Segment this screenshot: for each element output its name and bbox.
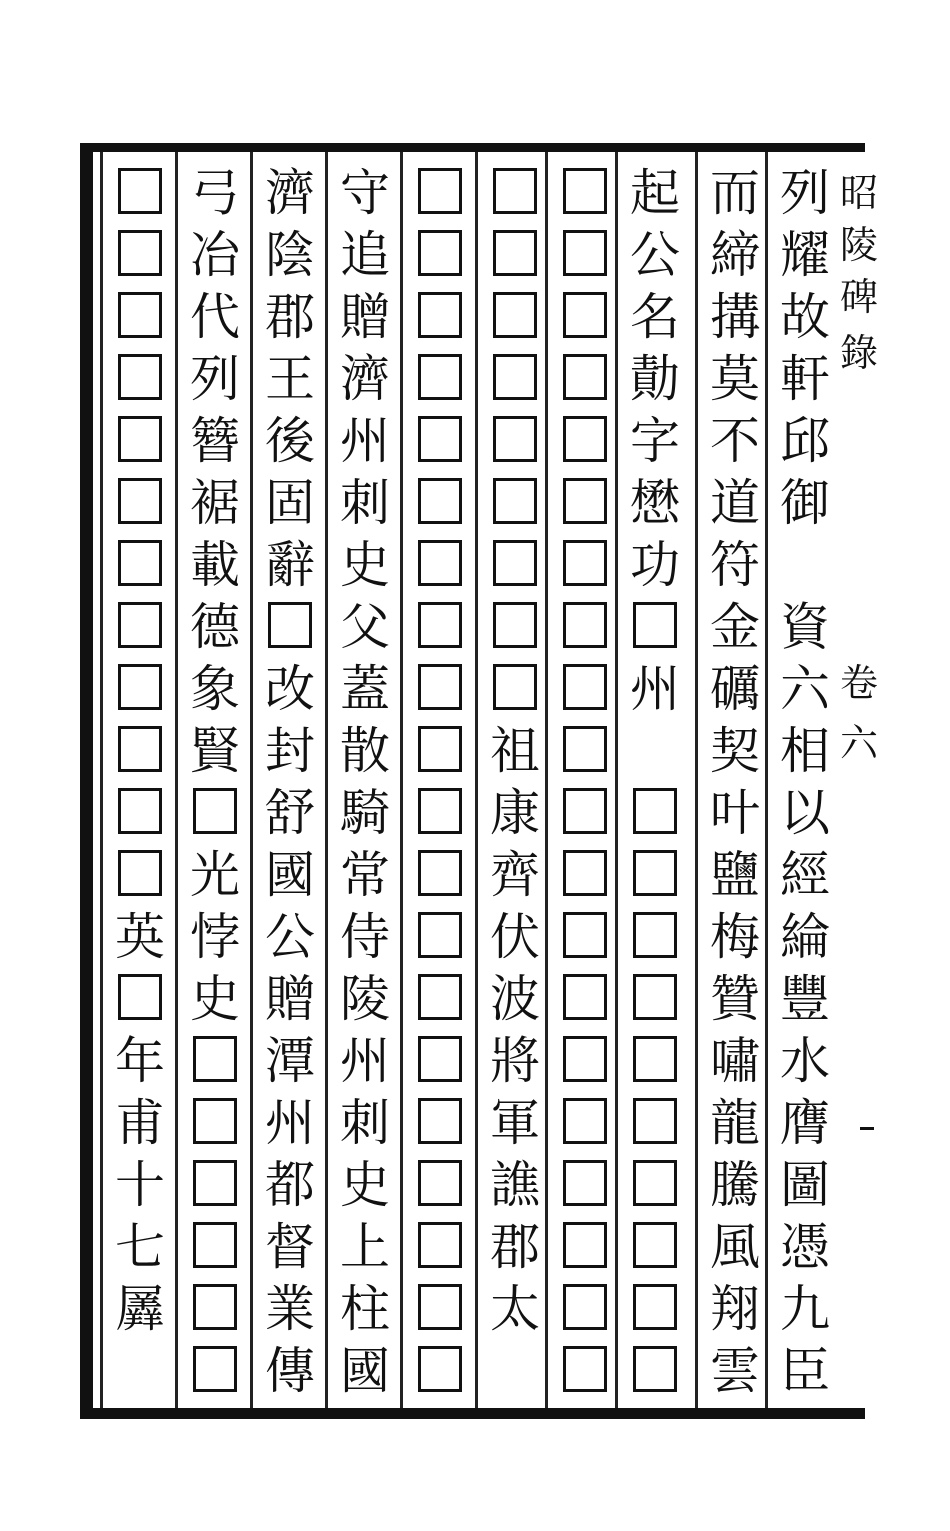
text-character: 贊 — [710, 970, 760, 1028]
page-margin-title — [840, 152, 879, 1408]
missing-character-box — [633, 788, 677, 834]
text-character: 蓋 — [340, 660, 390, 718]
missing-character-box — [418, 540, 462, 586]
margin-title-char: 六 — [840, 721, 879, 765]
text-character: 契 — [710, 722, 760, 780]
text-column — [105, 160, 175, 1405]
missing-character-box — [563, 1284, 607, 1330]
missing-character-box — [418, 1098, 462, 1144]
missing-character-box — [193, 1284, 237, 1330]
missing-character-box — [418, 912, 462, 958]
text-character: 載 — [190, 536, 240, 594]
missing-character-box — [563, 974, 607, 1020]
missing-character-box — [633, 1222, 677, 1268]
missing-character-box — [563, 1222, 607, 1268]
text-character: 弓 — [190, 164, 240, 222]
text-character: 公 — [265, 908, 315, 966]
column-rule — [400, 152, 403, 1408]
missing-character-box — [118, 478, 162, 524]
column-rule — [325, 152, 328, 1408]
text-character: 九 — [780, 1280, 830, 1338]
text-character: 業 — [265, 1280, 315, 1338]
text-character: 史 — [340, 1156, 390, 1214]
text-character: 不 — [710, 412, 760, 470]
missing-character-box — [563, 354, 607, 400]
missing-character-box — [563, 1346, 607, 1392]
missing-character-box — [493, 540, 537, 586]
missing-character-box — [118, 540, 162, 586]
text-character: 固 — [265, 474, 315, 532]
text-character: 代 — [190, 288, 240, 346]
text-character: 締 — [710, 226, 760, 284]
text-character: 礪 — [710, 660, 760, 718]
frame-left-border — [80, 143, 93, 1419]
missing-character-box — [418, 1036, 462, 1082]
missing-character-box — [418, 1346, 462, 1392]
text-character: 騎 — [340, 784, 390, 842]
missing-character-box — [563, 602, 607, 648]
text-character: 圖 — [780, 1156, 830, 1214]
text-character: 史 — [190, 970, 240, 1028]
missing-character-box — [563, 540, 607, 586]
text-character: 德 — [190, 598, 240, 656]
frame-bottom-border — [80, 1408, 865, 1419]
text-character: 國 — [265, 846, 315, 904]
text-character: 濟 — [340, 350, 390, 408]
text-column — [700, 160, 770, 1405]
missing-character-box — [418, 416, 462, 462]
missing-character-box — [193, 788, 237, 834]
text-character: 象 — [190, 660, 240, 718]
missing-character-box — [118, 168, 162, 214]
missing-character-box — [563, 1098, 607, 1144]
missing-character-box — [118, 664, 162, 710]
missing-character-box — [493, 292, 537, 338]
text-character: 悖 — [190, 908, 240, 966]
text-character: 羼 — [115, 1280, 165, 1338]
missing-character-box — [118, 974, 162, 1020]
text-character: 而 — [710, 164, 760, 222]
text-character: 英 — [115, 908, 165, 966]
column-rule — [695, 152, 698, 1408]
text-character: 梅 — [710, 908, 760, 966]
missing-character-box — [633, 850, 677, 896]
text-character: 水 — [780, 1032, 830, 1090]
missing-character-box — [493, 354, 537, 400]
missing-character-box — [633, 602, 677, 648]
text-character: 臣 — [780, 1342, 830, 1400]
missing-character-box — [418, 850, 462, 896]
missing-character-box — [118, 850, 162, 896]
missing-character-box — [563, 478, 607, 524]
margin-title-char: 碑 — [840, 275, 879, 319]
missing-character-box — [418, 168, 462, 214]
missing-character-box — [493, 664, 537, 710]
text-character: 軒 — [780, 350, 830, 408]
text-character: 州 — [265, 1094, 315, 1152]
missing-character-box — [118, 602, 162, 648]
missing-character-box — [563, 788, 607, 834]
text-character: 國 — [340, 1342, 390, 1400]
text-character: 州 — [630, 660, 680, 718]
text-character: 史 — [340, 536, 390, 594]
margin-tick-mark — [860, 1127, 874, 1130]
text-character: 散 — [340, 722, 390, 780]
text-character: 陵 — [340, 970, 390, 1028]
text-character: 波 — [490, 970, 540, 1028]
text-character: 符 — [710, 536, 760, 594]
text-character: 道 — [710, 474, 760, 532]
text-character: 賢 — [190, 722, 240, 780]
text-character: 公 — [630, 226, 680, 284]
missing-character-box — [118, 292, 162, 338]
missing-character-box — [193, 1346, 237, 1392]
text-character: 風 — [710, 1218, 760, 1276]
text-character: 膺 — [780, 1094, 830, 1152]
text-character: 將 — [490, 1032, 540, 1090]
missing-character-box — [563, 1036, 607, 1082]
missing-character-box — [563, 230, 607, 276]
column-rule — [175, 152, 178, 1408]
text-character: 莫 — [710, 350, 760, 408]
margin-title-char: 昭 — [840, 171, 879, 215]
text-character: 字 — [630, 412, 680, 470]
text-character: 功 — [630, 536, 680, 594]
missing-character-box — [633, 1036, 677, 1082]
text-character: 資 — [780, 598, 830, 656]
text-character: 贈 — [265, 970, 315, 1028]
text-character: 刺 — [340, 474, 390, 532]
margin-title-char: 錄 — [840, 331, 879, 375]
text-character: 贈 — [340, 288, 390, 346]
missing-character-box — [633, 1098, 677, 1144]
column-rule — [100, 152, 103, 1408]
missing-character-box — [633, 1346, 677, 1392]
margin-title-char: 陵 — [840, 223, 879, 267]
text-character: 豐 — [780, 970, 830, 1028]
text-character: 祖 — [490, 722, 540, 780]
text-character: 鹽 — [710, 846, 760, 904]
text-character: 舒 — [265, 784, 315, 842]
missing-character-box — [633, 1284, 677, 1330]
missing-character-box — [418, 1160, 462, 1206]
missing-character-box — [418, 788, 462, 834]
missing-character-box — [493, 168, 537, 214]
text-character: 守 — [340, 164, 390, 222]
text-character: 改 — [265, 660, 315, 718]
text-character: 郡 — [490, 1218, 540, 1276]
missing-character-box — [118, 354, 162, 400]
missing-character-box — [563, 416, 607, 462]
text-character: 六 — [780, 660, 830, 718]
text-character: 經 — [780, 846, 830, 904]
missing-character-box — [418, 974, 462, 1020]
text-character: 督 — [265, 1218, 315, 1276]
text-character: 憑 — [780, 1218, 830, 1276]
text-character: 騰 — [710, 1156, 760, 1214]
text-character: 陰 — [265, 226, 315, 284]
text-character: 嘯 — [710, 1032, 760, 1090]
missing-character-box — [118, 230, 162, 276]
text-character: 相 — [780, 722, 830, 780]
missing-character-box — [268, 602, 312, 648]
text-character: 郡 — [265, 288, 315, 346]
missing-character-box — [418, 664, 462, 710]
text-character: 康 — [490, 784, 540, 842]
margin-title-char: 卷 — [840, 661, 879, 705]
missing-character-box — [193, 1098, 237, 1144]
missing-character-box — [418, 230, 462, 276]
missing-character-box — [563, 850, 607, 896]
text-character: 列 — [190, 350, 240, 408]
missing-character-box — [418, 1222, 462, 1268]
text-character: 耀 — [780, 226, 830, 284]
text-column — [405, 160, 475, 1405]
text-character: 甫 — [115, 1094, 165, 1152]
text-character: 年 — [115, 1032, 165, 1090]
text-character: 辭 — [265, 536, 315, 594]
text-character: 金 — [710, 598, 760, 656]
column-rule — [250, 152, 253, 1408]
text-character: 封 — [265, 722, 315, 780]
text-character: 侍 — [340, 908, 390, 966]
text-character: 十 — [115, 1156, 165, 1214]
text-character: 冶 — [190, 226, 240, 284]
missing-character-box — [193, 1222, 237, 1268]
text-character: 譙 — [490, 1156, 540, 1214]
missing-character-box — [418, 602, 462, 648]
frame-top-border — [80, 143, 865, 152]
text-character: 追 — [340, 226, 390, 284]
text-character: 刺 — [340, 1094, 390, 1152]
missing-character-box — [418, 726, 462, 772]
missing-character-box — [633, 912, 677, 958]
column-rule — [475, 152, 478, 1408]
text-character: 御 — [780, 474, 830, 532]
missing-character-box — [493, 416, 537, 462]
missing-character-box — [493, 478, 537, 524]
text-character: 傳 — [265, 1342, 315, 1400]
text-column — [330, 160, 400, 1405]
missing-character-box — [563, 168, 607, 214]
missing-character-box — [493, 230, 537, 276]
text-column — [480, 160, 550, 1405]
missing-character-box — [193, 1036, 237, 1082]
text-character: 上 — [340, 1218, 390, 1276]
text-column — [620, 160, 690, 1405]
missing-character-box — [563, 912, 607, 958]
text-column — [255, 160, 325, 1405]
missing-character-box — [118, 416, 162, 462]
text-character: 雲 — [710, 1342, 760, 1400]
text-column — [550, 160, 620, 1405]
text-character: 父 — [340, 598, 390, 656]
text-character: 後 — [265, 412, 315, 470]
text-character: 七 — [115, 1218, 165, 1276]
text-character: 濟 — [265, 164, 315, 222]
text-character: 列 — [780, 164, 830, 222]
text-character: 齊 — [490, 846, 540, 904]
missing-character-box — [633, 974, 677, 1020]
missing-character-box — [418, 354, 462, 400]
text-character: 州 — [340, 412, 390, 470]
text-character: 名 — [630, 288, 680, 346]
text-character: 光 — [190, 846, 240, 904]
missing-character-box — [418, 1284, 462, 1330]
text-character: 翔 — [710, 1280, 760, 1338]
text-column — [770, 160, 840, 1405]
text-character: 叶 — [710, 784, 760, 842]
text-character: 州 — [340, 1032, 390, 1090]
missing-character-box — [193, 1160, 237, 1206]
text-column — [180, 160, 250, 1405]
text-character: 裾 — [190, 474, 240, 532]
missing-character-box — [563, 664, 607, 710]
text-character: 懋 — [630, 474, 680, 532]
text-character: 綸 — [780, 908, 830, 966]
text-character: 軍 — [490, 1094, 540, 1152]
text-character: 都 — [265, 1156, 315, 1214]
text-character: 勣 — [630, 350, 680, 408]
missing-character-box — [563, 292, 607, 338]
text-character: 起 — [630, 164, 680, 222]
missing-character-box — [118, 726, 162, 772]
missing-character-box — [118, 788, 162, 834]
missing-character-box — [563, 1160, 607, 1206]
text-character: 搆 — [710, 288, 760, 346]
missing-character-box — [418, 478, 462, 524]
text-character: 簪 — [190, 412, 240, 470]
text-character: 太 — [490, 1280, 540, 1338]
text-character: 柱 — [340, 1280, 390, 1338]
missing-character-box — [493, 602, 537, 648]
text-character: 邱 — [780, 412, 830, 470]
text-character: 龍 — [710, 1094, 760, 1152]
text-character: 王 — [265, 350, 315, 408]
text-character: 常 — [340, 846, 390, 904]
text-character: 故 — [780, 288, 830, 346]
text-character: 以 — [780, 784, 830, 842]
missing-character-box — [563, 726, 607, 772]
missing-character-box — [418, 292, 462, 338]
text-character: 伏 — [490, 908, 540, 966]
missing-character-box — [633, 1160, 677, 1206]
text-character: 潭 — [265, 1032, 315, 1090]
